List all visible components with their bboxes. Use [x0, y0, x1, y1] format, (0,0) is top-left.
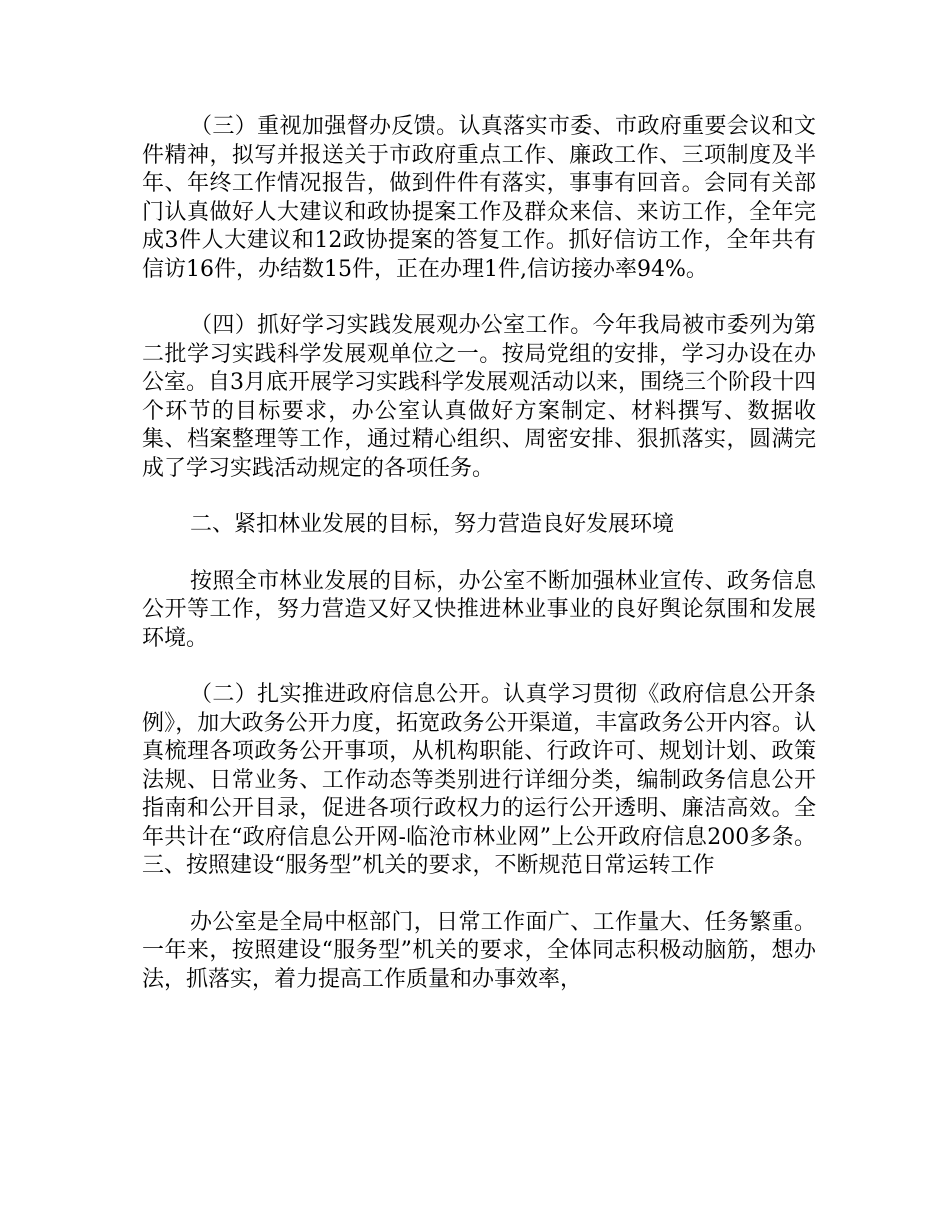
paragraph-office-central-role: 办公室是全局中枢部门，日常工作面广、工作量大、任务繁重。一年来，按照建设“服务型”机关的要求，全体同志积极动脑筋，想办法，抓落实，着力提高工作质量和办事效率，	[142, 909, 816, 992]
section-heading-forestry-development: 二、紧扣林业发展的目标，努力营造良好发展环境	[190, 512, 675, 537]
paragraph-forestry-publicity: 按照全市林业发展的目标，办公室不断加强林业宣传、政务信息公开等工作，努力营造又好又快推进林业事业的良好舆论氛围和发展环境。	[142, 568, 816, 651]
document-page	[142, 113, 816, 994]
paragraph-supervision-feedback: （三）重视加强督办反馈。认真落实市委、市政府重要会议和文件精神，拟写并报送关于市政府重点工作、廉政工作、三项制度及半年、年终工作情况报告，做到件件有落实，事事有回音。会同有关部门认真做好人大建议和政协提案工作及群众来信、来访工作，全年完成3件人大建议和12政协提案的答复工作。抓好信访工作，全年共有信访16件，办结数15件，正在办理1件,信访接办率94%。	[142, 114, 816, 282]
paragraph-government-information-disclosure: （二）扎实推进政府信息公开。认真学习贯彻《政府信息公开条例》，加大政务公开力度，拓宽政务公开渠道，丰富政务公开内容。认真梳理各项政务公开事项，从机构职能、行政许可、规划计划、政策法规、日常业务、工作动态等类别进行详细分类，编制政务信息公开指南和公开目录，促进各项行政权力的运行公开透明、廉洁高效。全年共计在“政府信息公开网-临沧市林业网”上公开政府信息200多条。三、按照建设“服务型”机关的要求，不断规范日常运转工作	[142, 682, 816, 878]
paragraph-study-practice-office: （四）抓好学习实践发展观办公室工作。今年我局被市委列为第二批学习实践科学发展观单位之一。按局党组的安排，学习办设在办公室。自3月底开展学习实践科学发展观活动以来，围绕三个阶段十四个环节的目标要求，办公室认真做好方案制定、材料撰写、数据收集、档案整理等工作，通过精心组织、周密安排、狠抓落实，圆满完成了学习实践活动规定的各项任务。	[142, 313, 816, 481]
